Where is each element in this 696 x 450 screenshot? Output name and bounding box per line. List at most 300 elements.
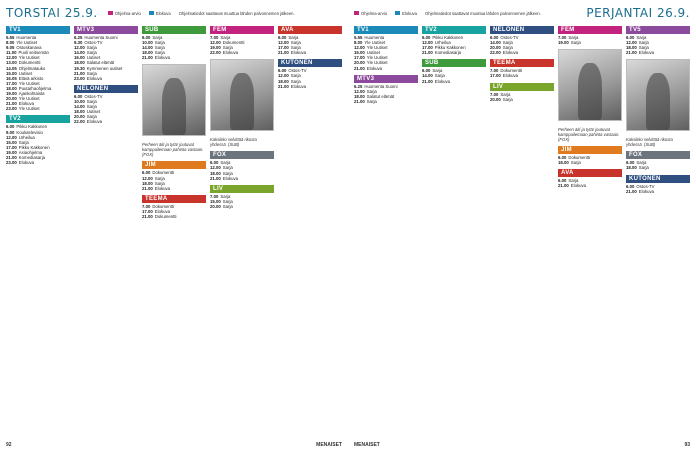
legend-film-label: Elokuva	[155, 10, 171, 16]
program-title: Elokuva	[290, 50, 307, 56]
program-time: 22.00	[210, 50, 221, 56]
legend-rating-label: Ohjelma-arvio	[361, 10, 388, 16]
right-schedule-grid	[354, 26, 690, 448]
channel-label: TV1	[354, 26, 418, 34]
photo-figure	[578, 63, 603, 120]
rating-swatch-icon	[108, 11, 113, 15]
program-title: Pikku Kakkonen	[16, 124, 48, 130]
channel-label: TV2	[422, 26, 486, 34]
channel-label: FEM	[558, 26, 622, 34]
program-title: Dokumentti	[152, 203, 175, 209]
program-title: Yle Uutiset	[16, 40, 38, 46]
program-time: 6.00	[626, 160, 635, 166]
program-time: 21.00	[142, 55, 153, 61]
schedule-column	[6, 26, 70, 448]
program-time: 17.00	[354, 55, 365, 61]
program-title: Sarja	[152, 35, 163, 40]
program-time: 7.00	[558, 35, 567, 40]
program-time: 18.00	[142, 180, 153, 186]
photo-figure	[230, 73, 255, 130]
promo-photo	[626, 59, 690, 131]
channel-block	[210, 185, 274, 209]
program-time: 21.00	[422, 78, 433, 84]
channel-label: AVA	[278, 26, 342, 34]
promo-photo	[142, 64, 206, 136]
channel-block	[278, 59, 342, 88]
channel-label: LIV	[210, 185, 274, 193]
program-time: 12.00	[354, 45, 365, 51]
program-time: 12.00	[278, 73, 289, 79]
program-time: 21.00	[354, 98, 365, 104]
program-title: Dokumentti	[222, 40, 245, 46]
program-title: Ostos-TV	[84, 93, 103, 99]
promo-photo	[210, 59, 274, 131]
program-entry	[6, 106, 70, 111]
program-title: Puoli seitsemän	[18, 50, 49, 56]
program-time: 21.00	[6, 101, 17, 107]
program-time: 18.00	[278, 78, 289, 84]
program-time: 21.00	[422, 50, 433, 56]
program-time: 14.05	[6, 65, 17, 71]
program-time: 18.00	[558, 160, 569, 166]
program-entry	[278, 84, 342, 89]
program-time: 6.00	[490, 35, 499, 40]
program-time: 6.00	[422, 68, 431, 74]
program-time: 23.00	[6, 160, 17, 166]
program-title: Elokuva	[502, 50, 519, 56]
program-entry	[558, 183, 622, 188]
program-title: Sarja	[222, 198, 233, 204]
right-page	[348, 0, 696, 450]
program-time: 18.00	[74, 60, 85, 66]
schedule-column	[142, 26, 206, 448]
program-time: 18.00	[210, 170, 221, 176]
program-time: 20.00	[6, 96, 17, 102]
program-time: 21.00	[210, 175, 221, 181]
program-time: 7.00	[490, 68, 499, 74]
schedule-column	[626, 26, 690, 448]
program-time: 7.00	[210, 35, 219, 40]
channel-block	[354, 26, 418, 71]
program-title: Sarja	[154, 175, 165, 181]
program-time: 14.00	[74, 104, 85, 110]
program-time: 12.00	[422, 40, 433, 46]
schedule-column	[354, 26, 418, 448]
program-title: Huomenta Suomi	[84, 35, 118, 40]
program-title: Dokumentti	[18, 60, 41, 66]
channel-block	[490, 59, 554, 78]
program-time: 12.00	[354, 88, 365, 94]
program-entry	[490, 97, 554, 102]
program-title: Sarja	[86, 98, 97, 104]
program-title: Sarja	[154, 40, 165, 46]
program-title: Sarja	[222, 165, 233, 171]
program-time: 7.00	[490, 91, 499, 97]
program-entry	[626, 165, 690, 170]
program-time: 17.00	[422, 45, 433, 51]
program-time: 14.00	[142, 45, 153, 51]
channel-label: JIM	[558, 146, 622, 154]
program-title: Elokuva	[222, 50, 239, 56]
program-title: Sarja	[290, 78, 301, 84]
program-entry	[422, 79, 486, 84]
program-title: Yle Uutiset	[366, 55, 388, 61]
left-brand: MENAISET	[316, 442, 342, 448]
program-time: 14.00	[490, 40, 501, 46]
photo-caption: Perheen äiti ja tytär joutuvat kamppailemaan pahinta vastaan. (FOX)	[558, 127, 620, 143]
program-title: Sarja	[18, 139, 29, 145]
program-title: Sarja	[86, 50, 97, 56]
program-title: Sarja	[366, 88, 377, 94]
program-entry	[558, 160, 622, 165]
channel-label: TEEMA	[490, 59, 554, 67]
channel-label: FOX	[626, 151, 690, 159]
program-time: 8.00	[6, 40, 15, 46]
program-time: 10.00	[74, 98, 85, 104]
channel-block	[422, 26, 486, 55]
photo-caption: Perheen äiti ja tytär joutuvat kamppailemaan pahinta vastaan. (FOX)	[142, 142, 204, 158]
program-title: Ohjelmatauko	[18, 65, 46, 71]
program-title: Sarja	[638, 45, 649, 51]
program-time: 20.00	[74, 114, 85, 120]
left-page-header	[6, 6, 342, 20]
program-time: 12.00	[6, 55, 17, 61]
channel-block	[558, 169, 622, 188]
program-time: 5.55	[6, 35, 15, 40]
program-entry	[210, 176, 274, 181]
program-title: Pikku Kakkonen	[434, 45, 466, 51]
schedule-column	[278, 26, 342, 448]
program-time: 18.00	[626, 45, 637, 51]
channel-label: FOX	[210, 151, 274, 159]
program-title: Asiaohjelma	[18, 149, 43, 155]
program-title: Urheilua	[18, 134, 35, 140]
program-title: Elokuva	[154, 208, 171, 214]
program-title: Sarja	[432, 68, 443, 74]
program-time: 12.00	[626, 40, 637, 46]
program-time: 6.25	[74, 35, 83, 40]
right-page-number: 93	[684, 442, 690, 448]
channel-block	[210, 26, 274, 55]
program-time: 6.00	[210, 160, 219, 166]
channel-block	[626, 26, 690, 55]
program-time: 18.00	[74, 109, 85, 115]
right-brand: MENAISET	[354, 442, 380, 448]
program-title: Sarja	[220, 35, 231, 40]
program-title: Elävä arkisto	[18, 75, 44, 81]
program-time: 19.00	[210, 45, 221, 51]
channel-block	[210, 151, 274, 180]
program-title: Yle Uutiset	[18, 106, 40, 112]
channel-block	[142, 195, 206, 219]
program-title: Ostos-TV	[636, 183, 655, 189]
program-title: Elokuva	[434, 78, 451, 84]
program-time: 20.00	[490, 96, 501, 102]
program-title: Sarja	[290, 73, 301, 79]
program-title: Salatut elämät	[86, 60, 115, 66]
channel-label: MTV3	[354, 75, 418, 83]
legend-film	[149, 11, 171, 16]
program-entry	[142, 214, 206, 219]
program-title: Urheilua	[434, 40, 451, 46]
program-time: 5.55	[354, 35, 363, 40]
program-title: Ostos-TV	[84, 40, 103, 46]
program-title: Sarja	[568, 35, 579, 40]
program-entry	[626, 50, 690, 55]
program-title: Puutarhaohjelma	[18, 85, 52, 91]
program-title: Sarja	[636, 160, 647, 166]
program-title: Yle Uutiset	[18, 96, 40, 102]
program-time: 12.00	[210, 165, 221, 171]
program-title: Yle Uutiset	[364, 40, 386, 46]
program-time: 21.00	[74, 70, 85, 76]
program-time: 19.00	[6, 91, 17, 97]
channel-label: TV5	[626, 26, 690, 34]
promo-photo	[558, 49, 622, 121]
program-time: 9.00	[6, 129, 15, 135]
program-time: 21.00	[558, 183, 569, 189]
program-title: Ajankohtaista	[18, 91, 45, 97]
program-time: 6.00	[142, 35, 151, 40]
program-title: Elokuva	[154, 185, 171, 191]
program-time: 17.00	[6, 144, 17, 150]
program-title: Pikku Kakkonen	[432, 35, 464, 40]
program-entry	[626, 189, 690, 194]
program-title: Salatut elämät	[366, 93, 395, 99]
channel-label: NELONEN	[490, 26, 554, 34]
channel-label: TEEMA	[142, 195, 206, 203]
film-swatch-icon	[395, 11, 400, 15]
program-title: Dokumentti	[568, 155, 591, 161]
program-time: 17.00	[6, 80, 17, 86]
program-time: 21.00	[278, 83, 289, 89]
program-title: Uutiset	[18, 70, 33, 76]
program-title: Sarja	[568, 178, 579, 184]
program-time: 20.00	[490, 45, 501, 51]
program-title: Ostos-TV	[288, 68, 307, 74]
program-time: 15.00	[210, 198, 221, 204]
program-time: 9.30	[74, 40, 83, 46]
program-time: 6.00	[278, 68, 287, 74]
channel-block	[490, 83, 554, 102]
program-title: Elokuva	[18, 160, 35, 166]
program-time: 21.00	[278, 50, 289, 56]
program-time: 6.25	[354, 83, 363, 89]
program-title: Sarja	[86, 70, 97, 76]
channel-block	[6, 26, 70, 111]
program-time: 6.00	[278, 35, 287, 40]
program-time: 6.00	[422, 35, 431, 40]
program-title: Sarja	[502, 40, 513, 46]
program-title: Sarja	[222, 45, 233, 51]
program-title: Komediasarja	[434, 50, 462, 56]
program-time: 6.00	[626, 35, 635, 40]
schedule-column	[490, 26, 554, 448]
program-entry	[558, 40, 622, 45]
program-title: Elokuva	[154, 55, 171, 61]
channel-label: JIM	[142, 161, 206, 169]
program-time: 10.00	[142, 40, 153, 46]
program-title: Ostos-TV	[500, 35, 519, 40]
channel-block	[422, 59, 486, 83]
program-time: 23.00	[6, 106, 17, 112]
program-time: 6.00	[6, 124, 15, 130]
program-entry	[422, 50, 486, 55]
program-title: Komediasarja	[18, 154, 46, 160]
program-title: Yle Uutiset	[18, 80, 40, 86]
program-title: Sarja	[570, 40, 581, 46]
schedule-column	[210, 26, 274, 448]
channel-block	[626, 151, 690, 170]
program-entry	[74, 119, 138, 124]
program-time: 16.00	[74, 55, 85, 61]
program-title: Sarja	[290, 45, 301, 51]
legend-film-label: Elokuva	[402, 10, 417, 16]
program-title: Elokuva	[290, 83, 307, 89]
program-time: 18.00	[142, 50, 153, 56]
program-time: 23.00	[74, 75, 85, 81]
channel-block	[354, 75, 418, 104]
program-title: Sarja	[86, 114, 97, 120]
legend-rating	[108, 11, 141, 16]
left-schedule-grid	[6, 26, 342, 448]
program-title: Elokuva	[638, 50, 655, 56]
program-title: Sarja	[366, 98, 377, 104]
program-time: 12.00	[210, 40, 221, 46]
program-title: Sarja	[502, 45, 513, 51]
program-title: Huomenta	[364, 35, 385, 40]
program-title: Elokuva	[570, 183, 587, 189]
program-title: Sarja	[154, 180, 165, 186]
legend-film	[395, 11, 417, 16]
program-title: Sarja	[220, 193, 231, 199]
channel-label: NELONEN	[74, 85, 138, 93]
program-time: 7.00	[142, 203, 151, 209]
program-entry	[6, 160, 70, 165]
right-page-footer	[354, 442, 690, 448]
program-title: Sarja	[500, 91, 511, 97]
program-time: 21.00	[626, 188, 637, 194]
photo-figure	[646, 73, 671, 130]
program-title: Elokuva	[86, 75, 103, 81]
channel-block	[558, 146, 622, 165]
program-time: 16.05	[6, 75, 17, 81]
program-time: 12.00	[142, 175, 153, 181]
legend-rating	[354, 11, 387, 16]
program-title: Uutiset	[366, 50, 381, 56]
channel-label: KUTONEN	[626, 175, 690, 183]
program-title: Yle Uutiset	[366, 45, 388, 51]
left-page-number: 92	[6, 442, 12, 448]
program-title: Huomenta	[16, 35, 37, 40]
program-time: 6.00	[142, 170, 151, 176]
program-time: 17.00	[278, 45, 289, 51]
program-title: Elokuva	[638, 188, 655, 194]
program-time: 17.00	[490, 73, 501, 79]
schedule-column	[558, 26, 622, 448]
program-title: Sarja	[220, 160, 231, 166]
schedule-column	[74, 26, 138, 448]
program-entry	[210, 204, 274, 209]
program-time: 19.00	[6, 149, 17, 155]
program-title: Elokuva	[366, 65, 383, 71]
program-entry	[490, 50, 554, 55]
program-time: 17.00	[142, 208, 153, 214]
program-time: 6.00	[558, 155, 567, 161]
program-entry	[354, 66, 418, 71]
program-title: Sarja	[222, 203, 233, 209]
program-title: Sarja	[154, 50, 165, 56]
program-time: 19.00	[558, 40, 569, 46]
program-title: Kymmenen uutiset	[86, 65, 123, 71]
program-title: Dokumentti	[154, 214, 177, 220]
program-time: 18.00	[6, 85, 17, 91]
channel-label: TV2	[6, 115, 70, 123]
program-time: 14.00	[74, 50, 85, 56]
legend-rating-label: Ohjelma-arvio	[114, 10, 141, 16]
rating-swatch-icon	[354, 11, 359, 15]
program-title: Sarja	[638, 40, 649, 46]
program-entry	[74, 76, 138, 81]
program-time: 19.30	[74, 65, 85, 71]
program-time: 7.00	[210, 193, 219, 199]
photo-figure	[162, 78, 187, 135]
program-entry	[354, 99, 418, 104]
program-time: 6.00	[558, 178, 567, 184]
channel-block	[74, 85, 138, 125]
legend-note: Ohjelmatiedot saattavat muuttua lähden palvonnemen jälkeen.	[424, 10, 541, 16]
program-title: Ostoskanava	[16, 45, 42, 51]
channel-block	[142, 26, 206, 60]
program-title: Sarja	[570, 160, 581, 166]
program-time: 15.00	[6, 139, 17, 145]
right-legend	[354, 11, 541, 16]
channel-block	[6, 115, 70, 165]
program-time: 21.00	[142, 185, 153, 191]
program-title: Sarja	[86, 45, 97, 51]
program-title: Elokuva	[222, 175, 239, 181]
program-time: 18.00	[354, 93, 365, 99]
channel-label: KUTONEN	[278, 59, 342, 67]
program-time: 21.00	[354, 65, 365, 71]
channel-block	[74, 26, 138, 81]
film-swatch-icon	[149, 11, 154, 15]
left-legend	[108, 11, 295, 16]
channel-label: TV1	[6, 26, 70, 34]
program-entry	[490, 73, 554, 78]
channel-block	[142, 161, 206, 190]
program-title: Uutiset	[86, 109, 101, 115]
program-time: 20.00	[210, 203, 221, 209]
program-time: 12.00	[74, 45, 85, 51]
program-time: 6.00	[626, 183, 635, 189]
program-time: 22.00	[74, 119, 85, 125]
program-title: Yle Uutiset	[18, 55, 40, 61]
program-time: 18.00	[626, 165, 637, 171]
program-title: Sarja	[86, 104, 97, 110]
program-title: Uutiset	[86, 55, 101, 61]
schedule-column	[422, 26, 486, 448]
program-title: Sarja	[638, 165, 649, 171]
channel-label: FEM	[210, 26, 274, 34]
channel-label: SUB	[142, 26, 206, 34]
program-title: Sarja	[288, 35, 299, 40]
left-day-title: TORSTAI 25.9.	[6, 6, 98, 20]
program-title: Yle Uutiset	[366, 60, 388, 66]
program-title: Sarja	[434, 73, 445, 79]
program-time: 13.00	[6, 60, 17, 66]
program-time: 22.00	[490, 50, 501, 56]
